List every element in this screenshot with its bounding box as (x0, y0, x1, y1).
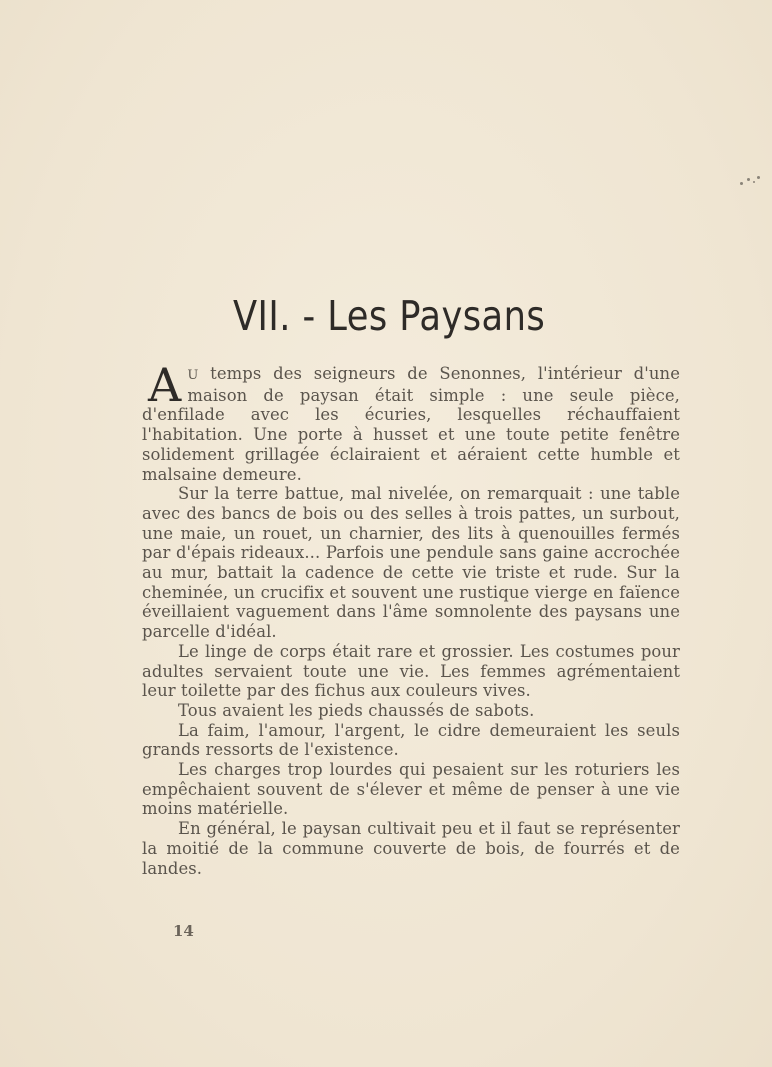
paragraph-5: La faim, l'amour, l'argent, le cidre demeuraient les seuls grands ressorts de l'existence. (142, 720, 680, 760)
paragraph-text: temps des seigneurs de Senonnes, l'intérieur d'une maison de paysan était simple : une seule pièce, d'enfilade avec les écuries, lesquelles réchauffaient l'habitation. Une porte à husset et une toute petite fenêtre solidement grillagée éclairaient et aéraient cette humble et malsaine demeure. (142, 364, 680, 484)
paragraph-1 (142, 358, 680, 484)
paragraph-7: En général, le paysan cultivait peu et il faut se représenter la moitié de la commune couverte de bois, de fourrés et de landes. (142, 819, 680, 878)
first-word-rest: U (187, 368, 199, 383)
paragraph-2: Sur la terre battue, mal nivelée, on remarquait : une table avec des bancs de bois ou des selles à trois pattes, un surbout, une maie, un rouet, un charnier, des lits à quenouilles fermés par d'épais rideaux... Parfois une pendule sans gaine accrochée au mur, battait la cadence de cette vie triste et rude. Sur la cheminée, un crucifix et souvent une rustique vierge en faïence éveillaient vaguement dans l'âme somnolente des paysans une parcelle d'idéal. (142, 484, 680, 642)
drop-cap: A (148, 358, 182, 412)
chapter-title: VII. - Les Paysans (233, 292, 546, 340)
paragraph-3: Le linge de corps était rare et grossier. Les costumes pour adultes servaient toute une vie. Les femmes agrémentaient leur toilette par des fichus aux couleurs vives. (142, 641, 680, 701)
body-text (142, 358, 680, 878)
paragraph-6: Les charges trop lourdes qui pesaient sur les roturiers les empêchaient souvent de s'élever et même de penser à une vie moins matérielle. (142, 760, 680, 819)
paragraph-4: Tous avaient les pieds chaussés de sabots. (178, 700, 535, 720)
ink-specks (738, 174, 768, 188)
page-number: 14 (173, 922, 194, 940)
